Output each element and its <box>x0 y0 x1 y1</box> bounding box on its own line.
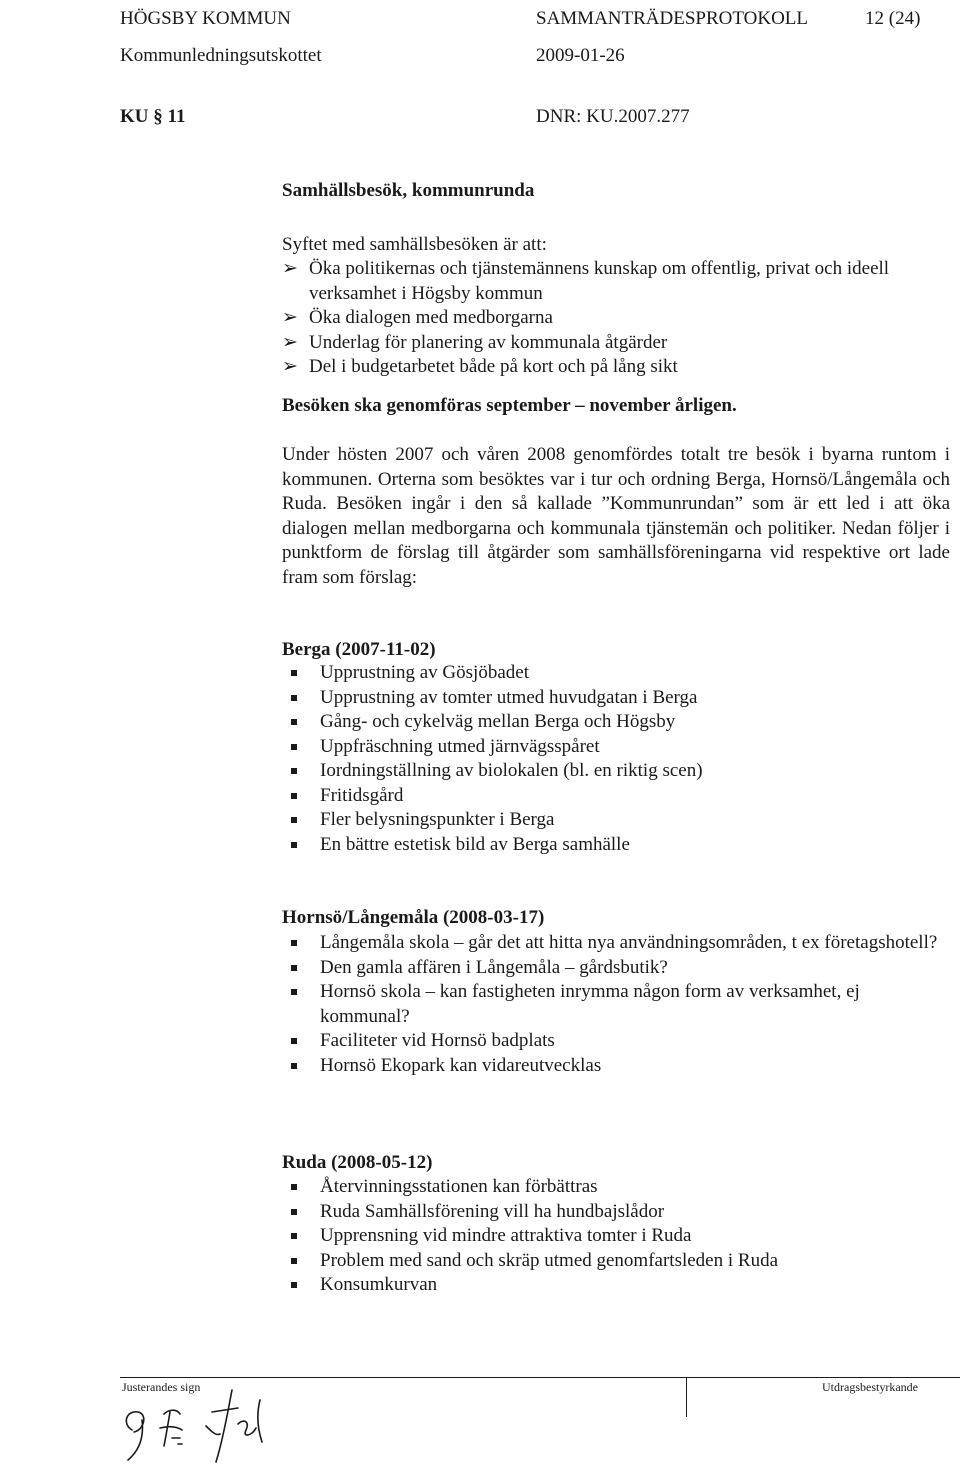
square-bullet-icon <box>291 1233 297 1239</box>
square-bullet-icon <box>291 842 297 848</box>
list-item: Ruda Samhällsförening vill ha hundbajslådor <box>291 1200 951 1225</box>
case-paragraph: KU § 11 <box>120 106 186 127</box>
signature-label: Justerandes sign <box>122 1380 201 1394</box>
handwritten-initials-signature <box>120 1380 320 1466</box>
list-item: Faciliteter vid Hornsö badplats <box>291 1029 941 1054</box>
ruda-list <box>291 1175 951 1298</box>
list-item: Återvinningsstationen kan förbättras <box>291 1175 951 1200</box>
section-heading-berga: Berga (2007-11-02) <box>282 639 436 660</box>
arrow-bullet-icon: ➢ <box>282 307 298 328</box>
purpose-item: ➢ Del i budgetarbetet både på kort och på lång sikt <box>282 355 942 380</box>
purpose-item: ➢ Öka dialogen med medborgarna <box>282 306 942 331</box>
square-bullet-icon <box>291 1184 297 1190</box>
square-bullet-icon <box>291 1063 297 1069</box>
arrow-bullet-icon: ➢ <box>282 258 298 279</box>
square-bullet-icon <box>291 1209 297 1215</box>
meeting-date: 2009-01-26 <box>536 45 625 66</box>
page-title: Samhällsbesök, kommunrunda <box>282 180 535 201</box>
list-item: Upprustning av tomter utmed huvudgatan i Berga <box>291 686 951 711</box>
square-bullet-icon <box>291 695 297 701</box>
square-bullet-icon <box>291 1282 297 1288</box>
list-item: Problem med sand och skräp utmed genomfartsleden i Ruda <box>291 1249 951 1274</box>
schedule-note: Besöken ska genomföras september – november årligen. <box>282 395 737 416</box>
section-heading-hornso: Hornsö/Långemåla (2008-03-17) <box>282 907 545 928</box>
list-item: Uppfräschning utmed järnvägsspåret <box>291 735 951 760</box>
purpose-intro: Syftet med samhällsbesöken är att: <box>282 234 547 255</box>
purpose-item: ➢ Underlag för planering av kommunala åtgärder <box>282 331 942 356</box>
footer-divider <box>686 1377 687 1417</box>
list-item: Hornsö skola – kan fastigheten inrymma någon form av verksamhet, ej kommunal? <box>291 980 941 1029</box>
document-type: SAMMANTRÄDESPROTOKOLL <box>536 8 809 29</box>
purpose-item: ➢ Öka politikernas och tjänstemännens kunskap om offentlig, privat och ideell verksamhet i Högsby kommun <box>282 258 890 304</box>
square-bullet-icon <box>291 965 297 971</box>
square-bullet-icon <box>291 1258 297 1264</box>
committee-name: Kommunledningsutskottet <box>120 45 322 66</box>
hornso-list <box>291 931 941 1078</box>
list-item: Gång- och cykelväg mellan Berga och Högsby <box>291 710 951 735</box>
diary-number: DNR: KU.2007.277 <box>536 106 690 127</box>
square-bullet-icon <box>291 793 297 799</box>
list-item: Upprensning vid mindre attraktiva tomter i Ruda <box>291 1224 951 1249</box>
footer-rule <box>120 1377 960 1378</box>
list-item: Hornsö Ekopark kan vidareutvecklas <box>291 1054 941 1079</box>
berga-list <box>291 661 951 857</box>
square-bullet-icon <box>291 817 297 823</box>
square-bullet-icon <box>291 719 297 725</box>
page-number: 12 (24) <box>865 8 921 29</box>
list-item: Fritidsgård <box>291 784 951 809</box>
list-item: En bättre estetisk bild av Berga samhälle <box>291 833 951 858</box>
list-item: Den gamla affären i Långemåla – gårdsbutik? <box>291 956 941 981</box>
square-bullet-icon <box>291 744 297 750</box>
extract-label: Utdragsbestyrkande <box>822 1380 918 1394</box>
purpose-list <box>282 257 942 380</box>
list-item: Konsumkurvan <box>291 1273 951 1298</box>
body-paragraph: Under hösten 2007 och våren 2008 genomfördes totalt tre besök i byarna runtom i kommunen. Orterna som besöktes var i tur och ordning Berga, Hornsö/Långemåla och Ruda. Besöken ingår i den så kallade ”Kommunrundan” som är ett led i att öka dialogen mellan medborgarna och kommunala tjänstemän och politiker. Nedan följer i punktform de förslag till åtgärder som samhällsföreningarna vid respektive ort lade fram som förslag: <box>282 444 950 588</box>
list-item: Långemåla skola – går det att hitta nya användningsområden, t ex företagshotell? <box>291 931 941 956</box>
square-bullet-icon <box>291 1038 297 1044</box>
arrow-bullet-icon: ➢ <box>282 331 298 353</box>
square-bullet-icon <box>291 768 297 774</box>
organization-name: HÖGSBY KOMMUN <box>120 8 291 29</box>
list-item: Fler belysningspunkter i Berga <box>291 808 951 833</box>
square-bullet-icon <box>291 940 297 946</box>
list-item: Iordningställning av biolokalen (bl. en riktig scen) <box>291 759 951 784</box>
list-item: Upprustning av Gösjöbadet <box>291 661 951 686</box>
section-heading-ruda: Ruda (2008-05-12) <box>282 1152 433 1173</box>
arrow-bullet-icon: ➢ <box>282 356 298 377</box>
square-bullet-icon <box>291 670 297 676</box>
square-bullet-icon <box>291 989 297 995</box>
